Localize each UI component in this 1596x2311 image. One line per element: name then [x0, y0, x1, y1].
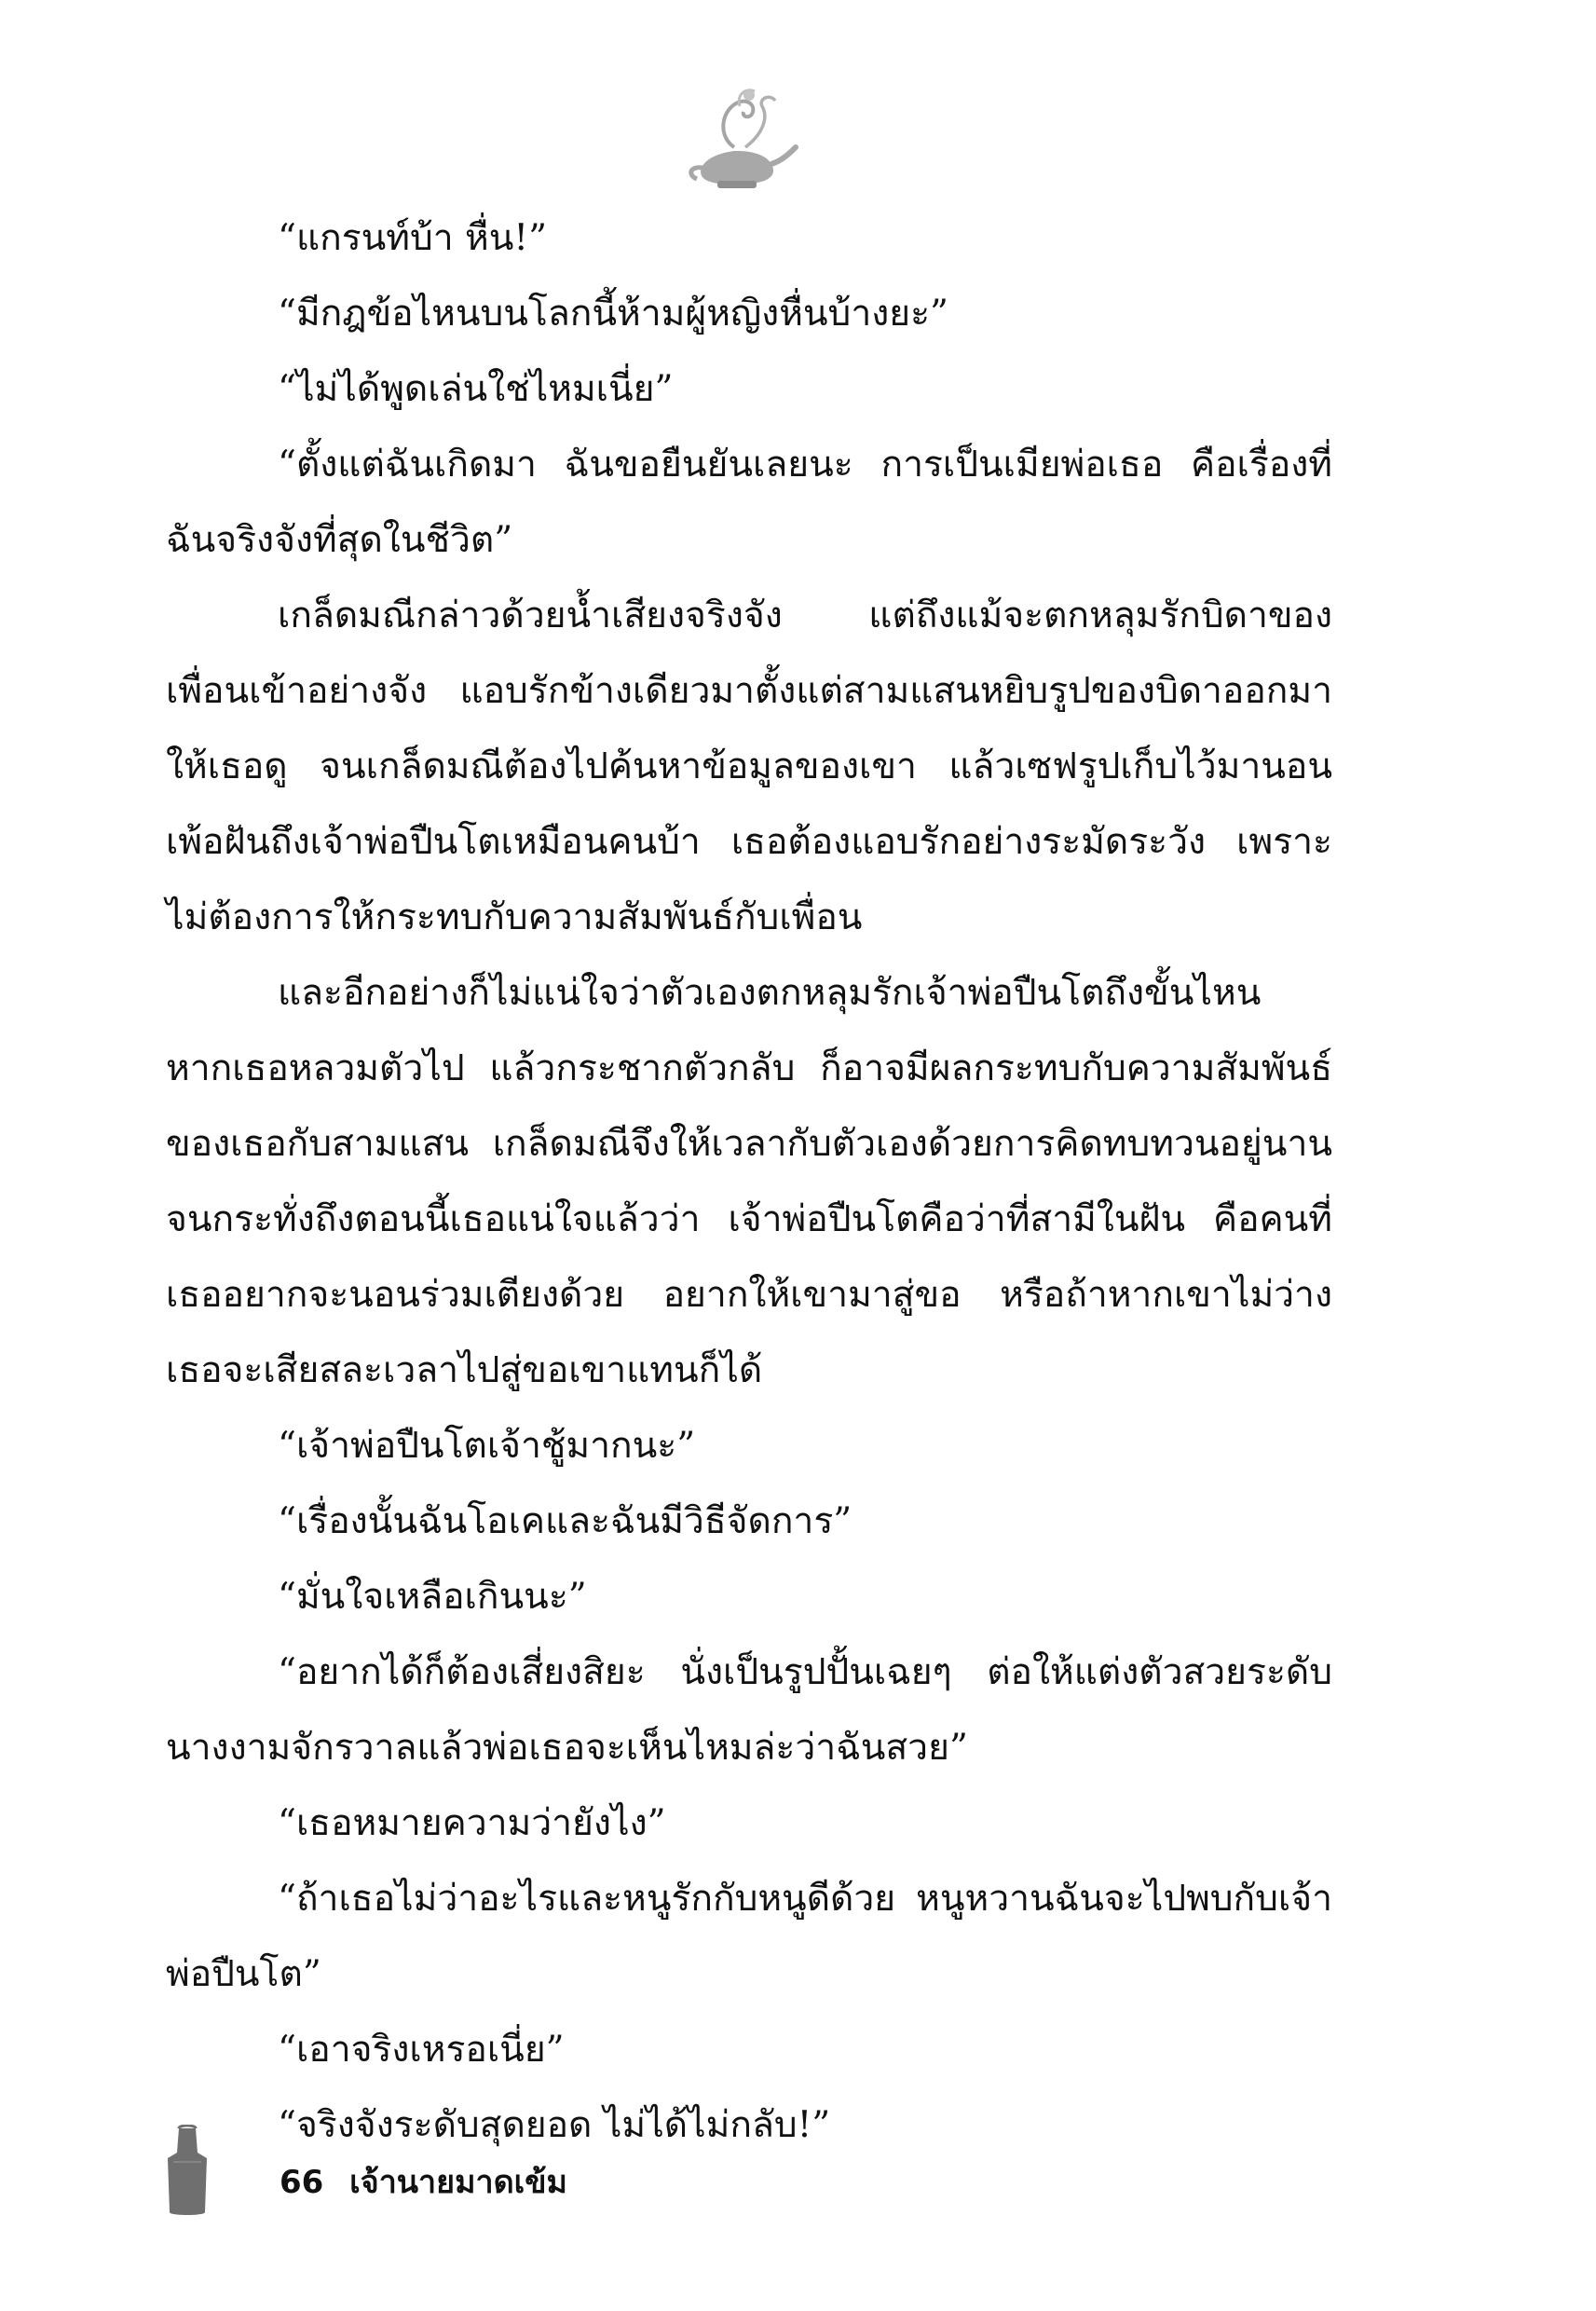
narrative-paragraph: เกล็ดมณีกล่าวด้วยน้ำเสียงจริงจัง แต่ถึงแม้จะตกหลุมรักบิดาของเพื่อนเข้าอย่างจัง แอบรักข้างเดียวมาตั้งแต่สามแสนหยิบรูปของบิดาออกมาให้เธอดู จนเกล็ดมณีต้องไปค้นหาข้อมูลของเขา แล้วเซฟรูปเก็บไว้มานอนเพ้อฝันถึงเจ้าพ่อปืนโตเหมือนคนบ้า เธอต้องแอบรักอย่างระมัดระวัง เพราะไม่ต้องการให้กระทบกับความสัมพันธ์กับเพื่อน [166, 595, 1332, 938]
footer-label [280, 2164, 582, 2201]
dialogue-line: “เรื่องนั้นฉันโอเคและฉันมีวิธีจัดการ” [278, 1500, 853, 1542]
dialogue-line: “มั่นใจเหลือเกินนะ” [278, 1576, 587, 1618]
dialogue-line: “เจ้าพ่อปืนโตเจ้าชู้มากนะ” [278, 1425, 696, 1467]
apron-icon [166, 2125, 209, 2218]
dialogue-line: “ตั้งแต่ฉันเกิดมา ฉันขอยืนยันเลยนะ การเป็นเมียพ่อเธอ คือเรื่องที่ฉันจริงจังที่สุดในชีวิต” [166, 444, 1332, 561]
dialogue-line: “เธอหมายความว่ายังไง” [278, 1802, 666, 1844]
dialogue-line: “เอาจริงเหรอเนี่ย” [278, 2029, 565, 2071]
book-title: เจ้านายมาดเข้ม [349, 2164, 567, 2201]
teapot-genie-icon [680, 82, 801, 194]
dialogue-line: “ไม่ได้พูดเล่นใช่ไหมเนี่ย” [278, 368, 674, 410]
dialogue-line: “ถ้าเธอไม่ว่าอะไรและหนูรักกับหนูดีด้วย หนูหวานฉันจะไปพบกับเจ้าพ่อปืนโต” [166, 1878, 1332, 1995]
dialogue-line: “แกรนท์บ้า หื่น!” [278, 217, 548, 259]
dialogue-line: “มีกฎข้อไหนบนโลกนี้ห้ามผู้หญิงหื่นบ้างยะ” [278, 293, 948, 335]
page-footer [166, 2125, 1332, 2227]
dialogue-line: “อยากได้ก็ต้องเสี่ยงสิยะ นั่งเป็นรูปปั้นเฉยๆ ต่อให้แต่งตัวสวยระดับนางงามจักรวาลแล้วพ่อเธอจะเห็นไหมล่ะว่าฉันสวย” [166, 1651, 1332, 1769]
narrative-paragraph: และอีกอย่างก็ไม่แน่ใจว่าตัวเองตกหลุมรักเจ้าพ่อปืนโตถึงขั้นไหน หากเธอหลวมตัวไป แล้วกระชากตัวกลับ ก็อาจมีผลกระทบกับความสัมพันธ์ของเธอกับสามแสน เกล็ดมณีจึงให้เวลากับตัวเองด้วยการคิดทบทวนอยู่นาน จนกระทั่งถึงตอนนี้เธอแน่ใจแล้วว่า เจ้าพ่อปืนโตคือว่าที่สามีในฝัน คือคนที่เธออยากจะนอนร่วมเตียงด้วย อยากให้เขามาสู่ขอ หรือถ้าหากเขาไม่ว่าง เธอจะเสียสละเวลาไปสู่ขอเขาแทนก็ได้ [166, 972, 1332, 1391]
dialogue-line: “จริงจังระดับสุดยอด ไม่ได้ไม่กลับ!” [278, 2104, 831, 2146]
page-body [166, 200, 1332, 2146]
page-number: 66 [280, 2164, 324, 2201]
